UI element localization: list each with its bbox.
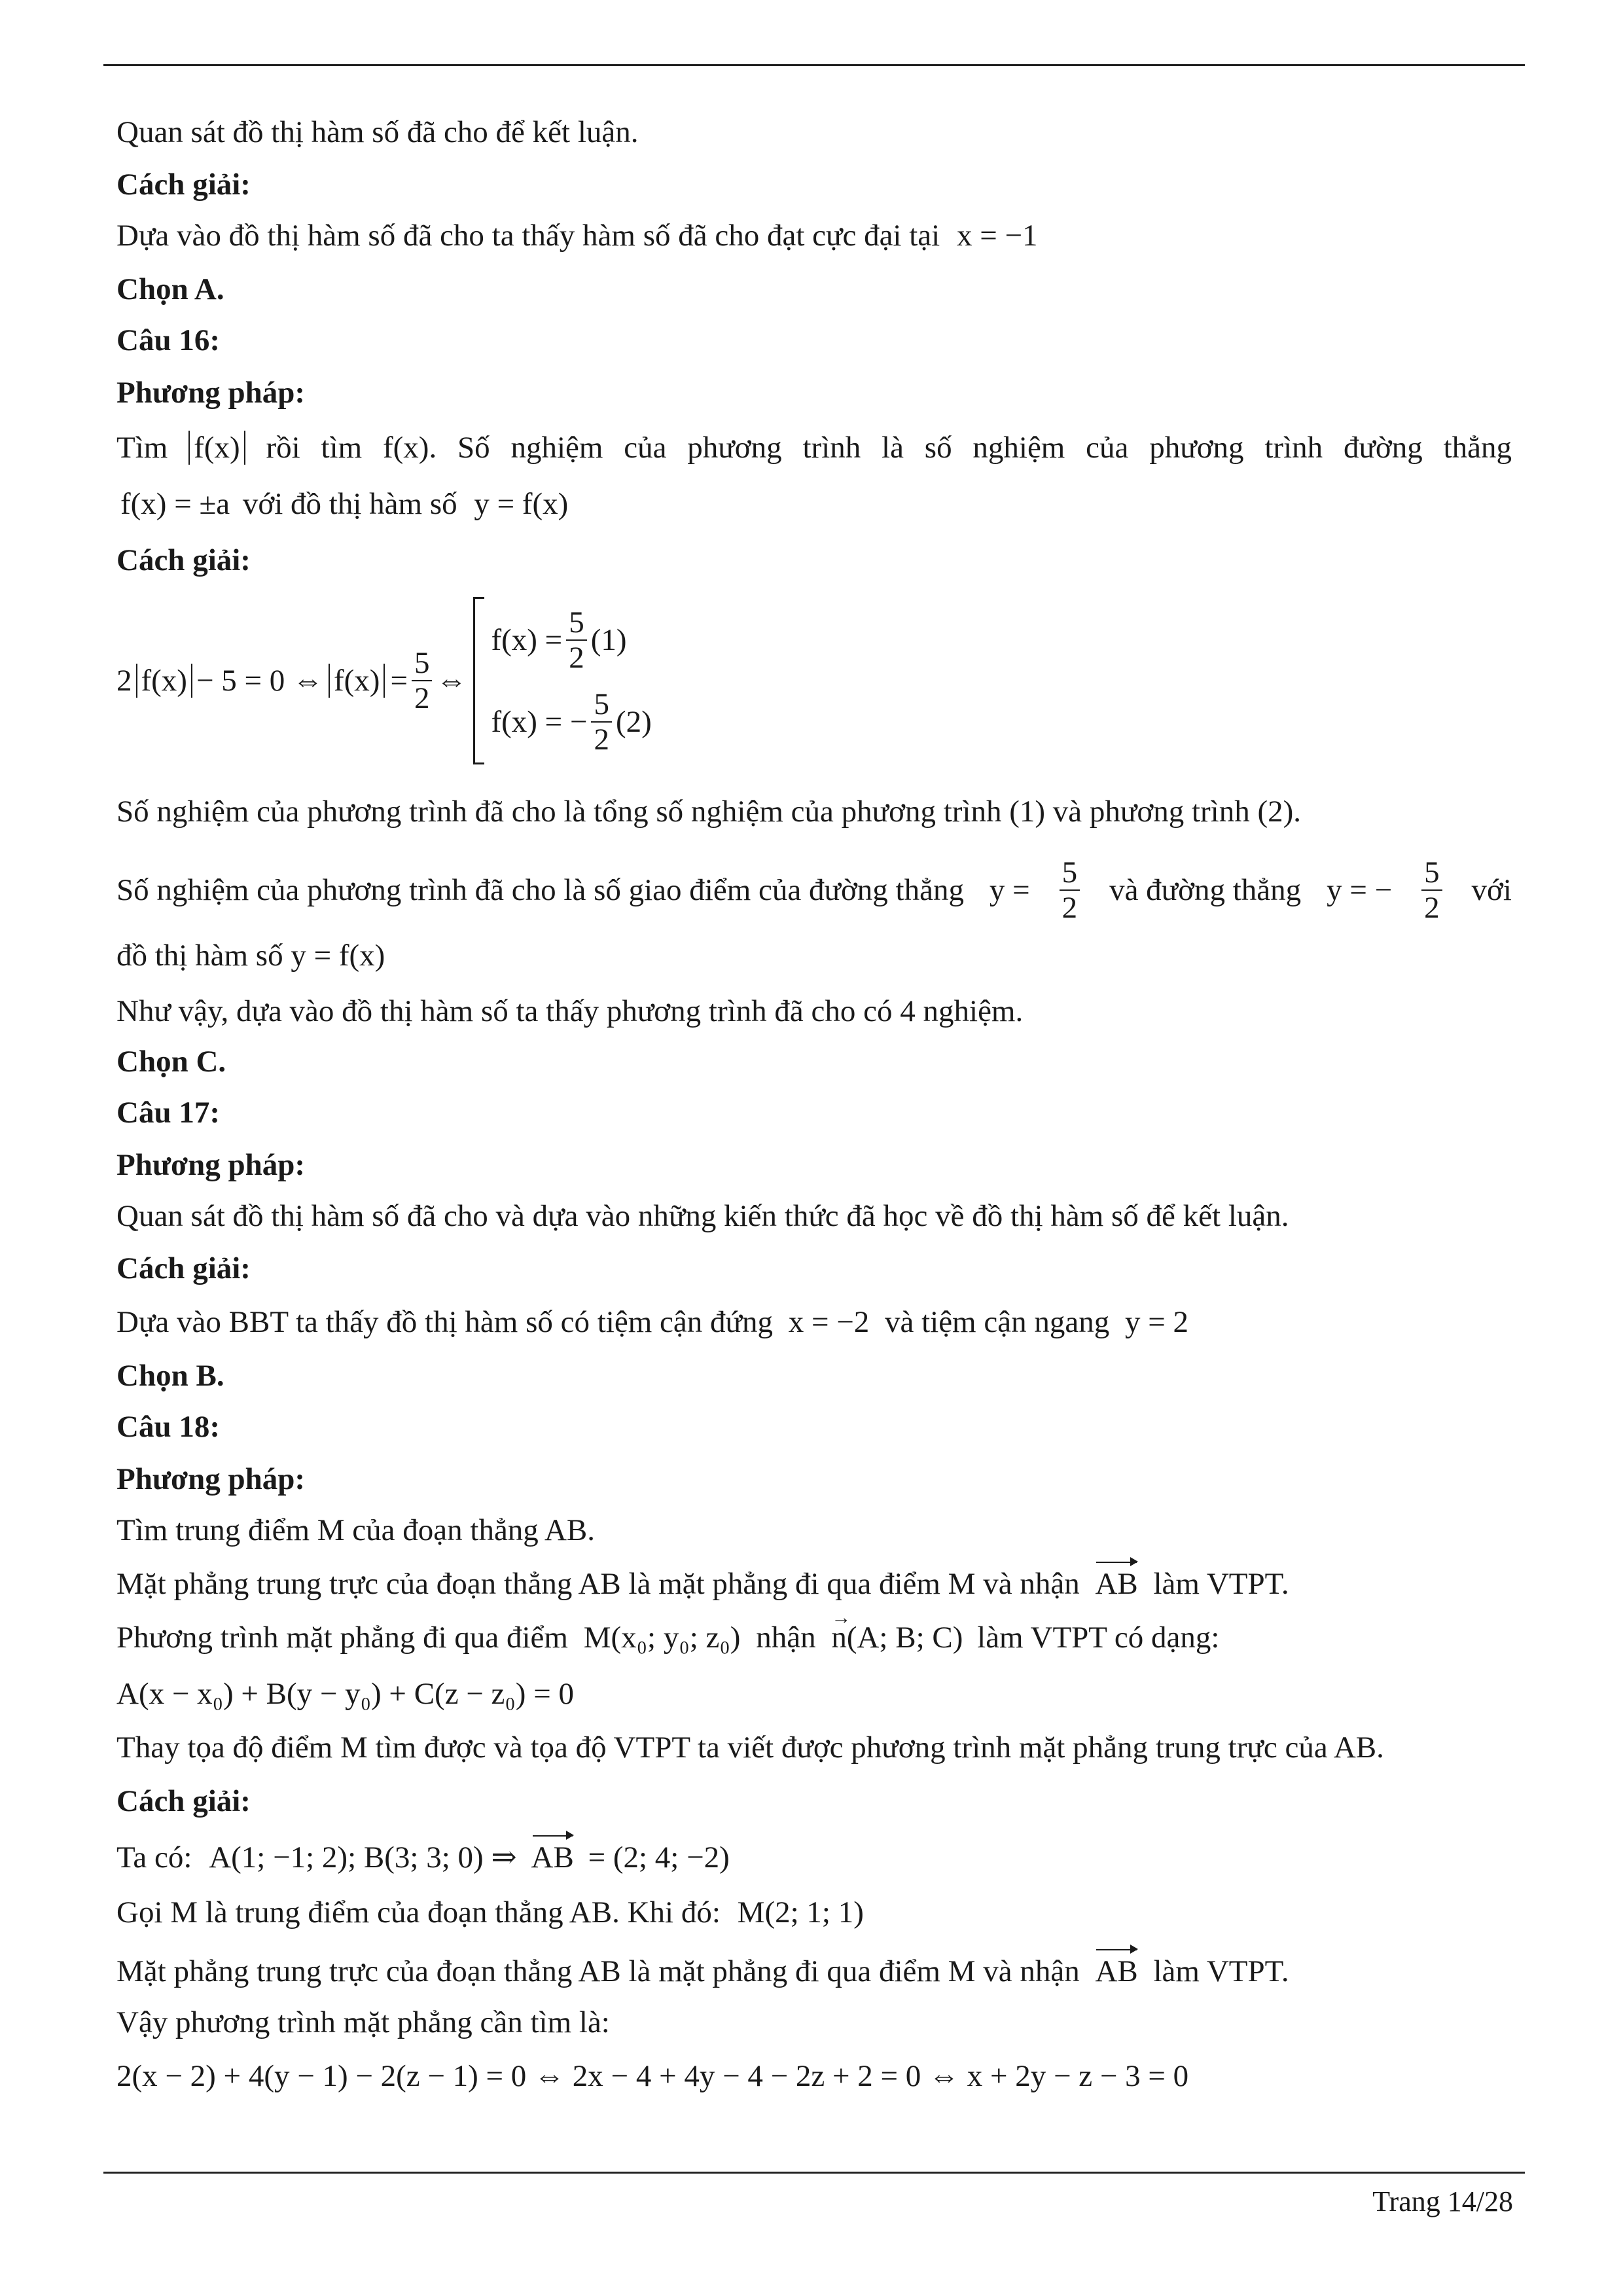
text-span: với đồ thị hàm số (242, 487, 457, 521)
text-line (116, 851, 1512, 929)
text-line: đồ thị hàm số y = f(x) (116, 939, 385, 973)
math-expression: 2 (116, 664, 132, 698)
math-abs: f(x) (188, 431, 245, 465)
section-heading: Phương pháp: (116, 1148, 306, 1182)
text-span: làm VTPT. (1153, 1954, 1289, 1988)
fraction-denominator: 2 (1424, 891, 1440, 925)
math-expression: = (390, 664, 408, 698)
footer-rule (103, 2172, 1525, 2174)
text-span: và đường thẳng (1109, 873, 1302, 907)
answer-choice: Chọn C. (116, 1045, 226, 1079)
text-span: f(x). Số nghiệm của phương trình là số nghiệm của phương trình đường thẳng (382, 431, 1512, 465)
header-rule (103, 64, 1525, 66)
fraction (566, 605, 587, 675)
text-span: Phương trình mặt phẳng đi qua điểm (116, 1621, 568, 1655)
text-span: Ta có: (116, 1840, 192, 1874)
text-line: Quan sát đồ thị hàm số đã cho và dựa vào những kiến thức đã học về đồ thị hàm số để kết luận. (116, 1199, 1289, 1233)
fraction-denominator: 2 (1061, 891, 1078, 925)
text-line: Như vậy, dựa vào đồ thị hàm số ta thấy phương trình đã cho có 4 nghiệm. (116, 994, 1024, 1028)
case-row (491, 681, 651, 762)
equation-system (116, 596, 652, 766)
question-heading: Câu 18: (116, 1410, 220, 1444)
text-line: Quan sát đồ thị hàm số đã cho để kết luận. (116, 115, 639, 149)
section-heading: Cách giải: (116, 1784, 251, 1818)
math-expression: x = −2 (788, 1305, 870, 1339)
math-expression: M(x₀; y₀; z₀) (583, 1621, 741, 1655)
text-span: Dựa vào BBT ta thấy đồ thị hàm số có tiệm cận đứng (116, 1305, 773, 1339)
text-line: Vậy phương trình mặt phẳng cần tìm là: (116, 2005, 610, 2039)
fraction-numerator: 5 (412, 646, 433, 681)
fraction-numerator: 5 (1421, 855, 1442, 891)
text-line: Thay tọa độ điểm M tìm được và tọa độ VTPT ta viết được phương trình mặt phẳng trung trực của AB. (116, 1731, 1384, 1765)
question-heading: Câu 16: (116, 323, 220, 357)
text-span: Gọi M là trung điểm của đoạn thẳng AB. Khi đó: (116, 1895, 721, 1929)
question-heading: Câu 17: (116, 1096, 220, 1130)
case-bracket (473, 597, 484, 764)
text-line: Tìm trung điểm M của đoạn thẳng AB. (116, 1513, 596, 1547)
text-line (116, 428, 1512, 467)
vector-ab: AB (1095, 1952, 1137, 1991)
text-span: và tiệm cận ngang (884, 1305, 1110, 1339)
text-line (116, 1893, 864, 1932)
fraction (1421, 855, 1442, 925)
fraction (412, 646, 433, 715)
text-span: Dựa vào đồ thị hàm số đã cho ta thấy hàm số đã cho đạt cực đại tại (116, 219, 940, 253)
equation-tag: (1) (590, 622, 627, 657)
math-expression: y = − (1327, 873, 1393, 907)
text-span: làm VTPT có dạng: (977, 1621, 1220, 1655)
section-heading: Cách giải: (116, 1251, 251, 1285)
math-expression: f(x) = ±a (120, 487, 230, 521)
section-heading: Phương pháp: (116, 376, 306, 410)
vector-ab: AB (531, 1838, 574, 1877)
vector-ab: AB (1095, 1564, 1137, 1604)
text-line (116, 1564, 1289, 1604)
math-line: 2(x − 2) + 4(y − 1) − 2(z − 1) = 0 ⇔ 2x − 4 + 4y − 4 − 2z + 2 = 0 ⇔ x + 2y − z − 3 = 0 (116, 2059, 1189, 2093)
text-line (116, 484, 568, 524)
fraction-numerator: 5 (566, 605, 587, 641)
text-line (116, 216, 1037, 255)
text-span: Số nghiệm của phương trình đã cho là số giao điểm của đường thẳng (116, 873, 964, 907)
case-list (491, 599, 651, 762)
math-expression: = (2; 4; −2) (588, 1840, 730, 1874)
section-heading: Cách giải: (116, 168, 251, 202)
math-expression: M(2; 1; 1) (737, 1895, 864, 1929)
fraction (591, 687, 612, 757)
math-line: A(x − x₀) + B(y − y₀) + C(z − z₀) = 0 (116, 1677, 574, 1711)
answer-choice: Chọn A. (116, 272, 224, 306)
fraction (1060, 855, 1080, 925)
text-line (116, 1838, 730, 1877)
text-span: Mặt phẳng trung trực của đoạn thẳng AB là mặt phẳng đi qua điểm M và nhận (116, 1567, 1080, 1601)
vector-n: → n (831, 1618, 847, 1657)
math-expression: (A; B; C) (846, 1621, 963, 1655)
fraction-denominator: 2 (569, 640, 584, 675)
fraction-denominator: 2 (414, 681, 430, 715)
math-expression: x = −1 (956, 219, 1038, 253)
math-expression: y = f(x) (474, 487, 569, 521)
text-line (116, 1618, 1219, 1657)
math-expression: y = (989, 873, 1030, 907)
math-expression: − 5 = 0 ⇔ (196, 664, 323, 698)
answer-choice: Chọn B. (116, 1359, 224, 1393)
text-span: Tìm (116, 431, 168, 465)
math-expression: f(x) = − (491, 704, 588, 739)
math-abs: f(x) (329, 664, 385, 698)
page-number: Trang 14/28 (1372, 2185, 1513, 2217)
text-span: rồi tìm (266, 431, 363, 465)
text-line (116, 1302, 1188, 1342)
math-abs: f(x) (136, 664, 192, 698)
text-span: với (1471, 873, 1512, 907)
math-expression: y = 2 (1124, 1305, 1188, 1339)
section-heading: Cách giải: (116, 543, 251, 577)
equation-tag: (2) (615, 704, 652, 739)
text-span: Mặt phẳng trung trực của đoạn thẳng AB là mặt phẳng đi qua điểm M và nhận (116, 1954, 1080, 1988)
fraction-numerator: 5 (591, 687, 612, 723)
text-span: làm VTPT. (1153, 1567, 1289, 1601)
case-row (491, 599, 651, 681)
text-span: nhận (756, 1621, 816, 1655)
section-heading: Phương pháp: (116, 1462, 306, 1496)
text-line: Số nghiệm của phương trình đã cho là tổng số nghiệm của phương trình (1) và phương trình (2). (116, 795, 1302, 829)
text-line (116, 1952, 1289, 1991)
math-expression: ⇔ (436, 664, 467, 698)
math-expression: A(1; −1; 2); B(3; 3; 0) ⇒ (209, 1840, 517, 1874)
fraction-denominator: 2 (594, 722, 609, 757)
fraction-numerator: 5 (1060, 855, 1080, 891)
math-expression: f(x) = (491, 622, 563, 657)
